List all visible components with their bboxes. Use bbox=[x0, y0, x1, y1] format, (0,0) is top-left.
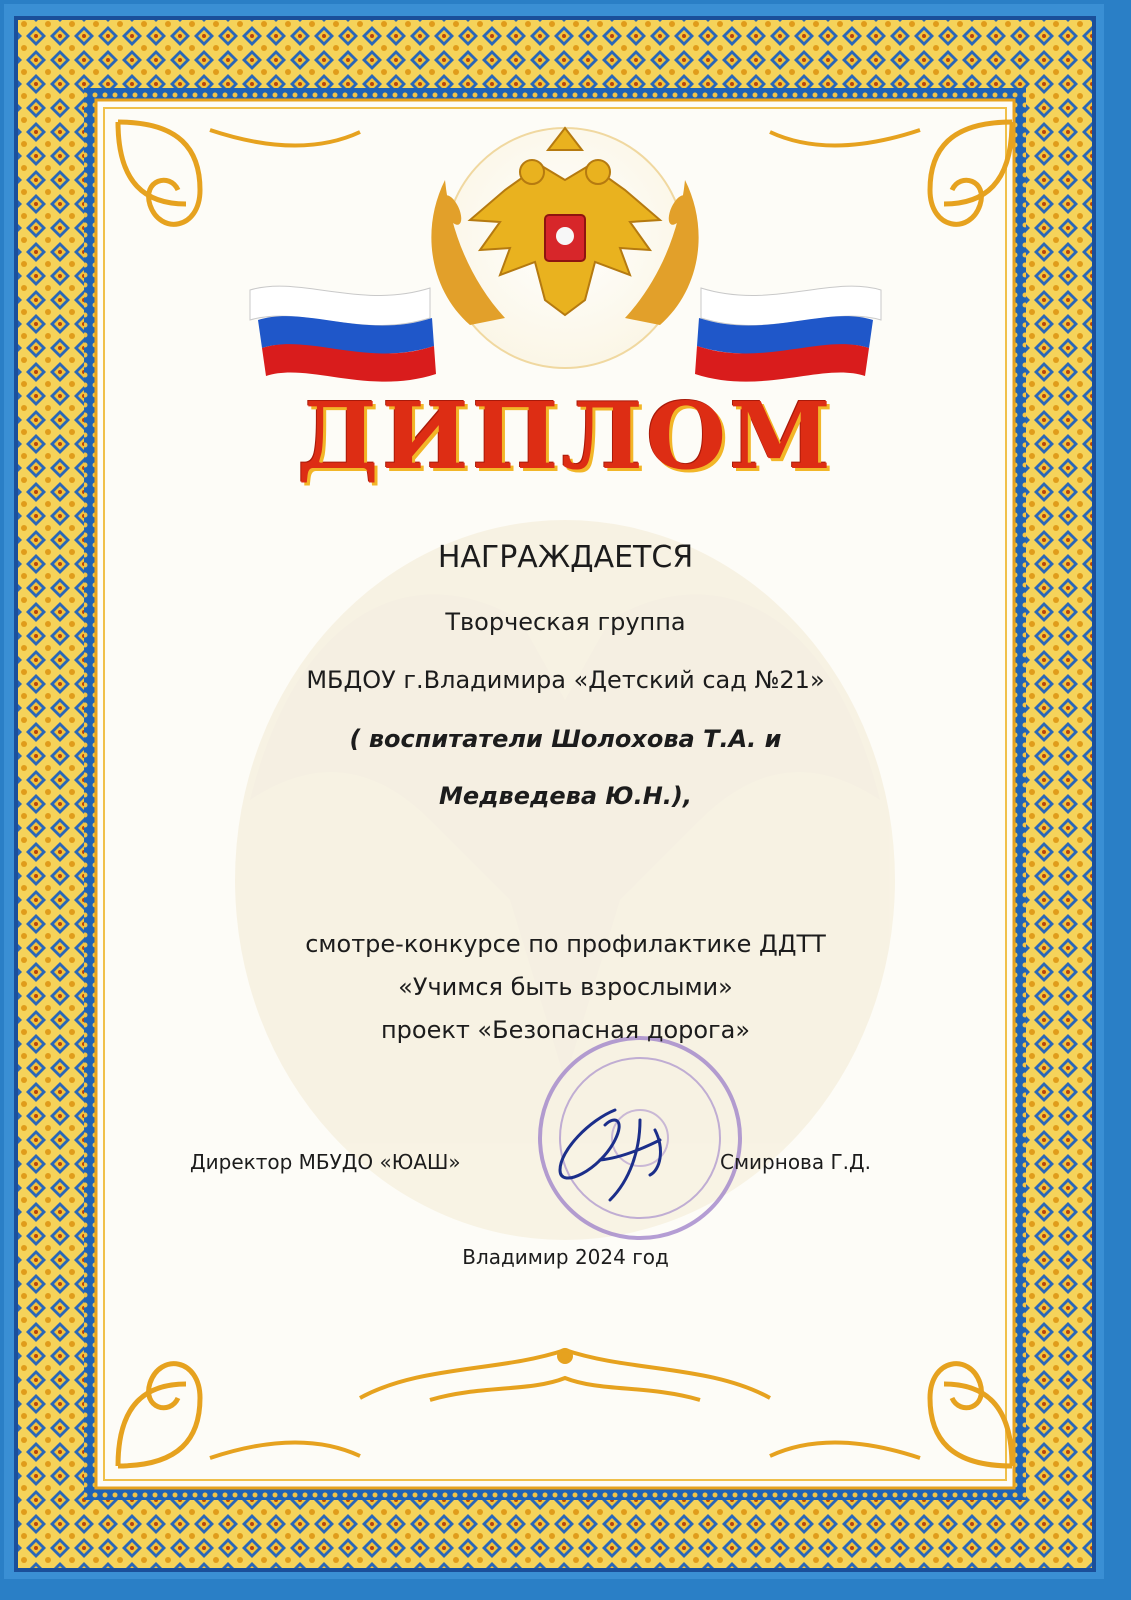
tutors-line-2: Медведева Ю.Н.), bbox=[439, 782, 692, 810]
recipient-organization: МБДОУ г.Владимира «Детский сад №21» bbox=[306, 666, 825, 694]
footer-city-year: Владимир 2024 год bbox=[462, 1245, 669, 1269]
diploma-title: ДИПЛОМ bbox=[297, 382, 834, 490]
tutors-line-1: ( воспитатели Шолохова Т.А. и bbox=[349, 725, 782, 753]
project-name: проект «Безопасная дорога» bbox=[380, 1016, 751, 1044]
signer-title: Директор МБУДО «ЮАШ» bbox=[190, 1150, 461, 1174]
contest-motto: «Учимся быть взрослыми» bbox=[398, 973, 733, 1001]
contest-name: смотре-конкурсе по профилактике ДДТТ bbox=[305, 930, 826, 958]
russian-flag-ribbon-left bbox=[250, 286, 436, 382]
signer-name: Смирнова Г.Д. bbox=[720, 1150, 871, 1174]
recipient-group: Творческая группа bbox=[445, 608, 686, 636]
awarded-heading: НАГРАЖДАЕТСЯ bbox=[437, 540, 694, 575]
russian-flag-ribbon-right bbox=[695, 286, 881, 382]
